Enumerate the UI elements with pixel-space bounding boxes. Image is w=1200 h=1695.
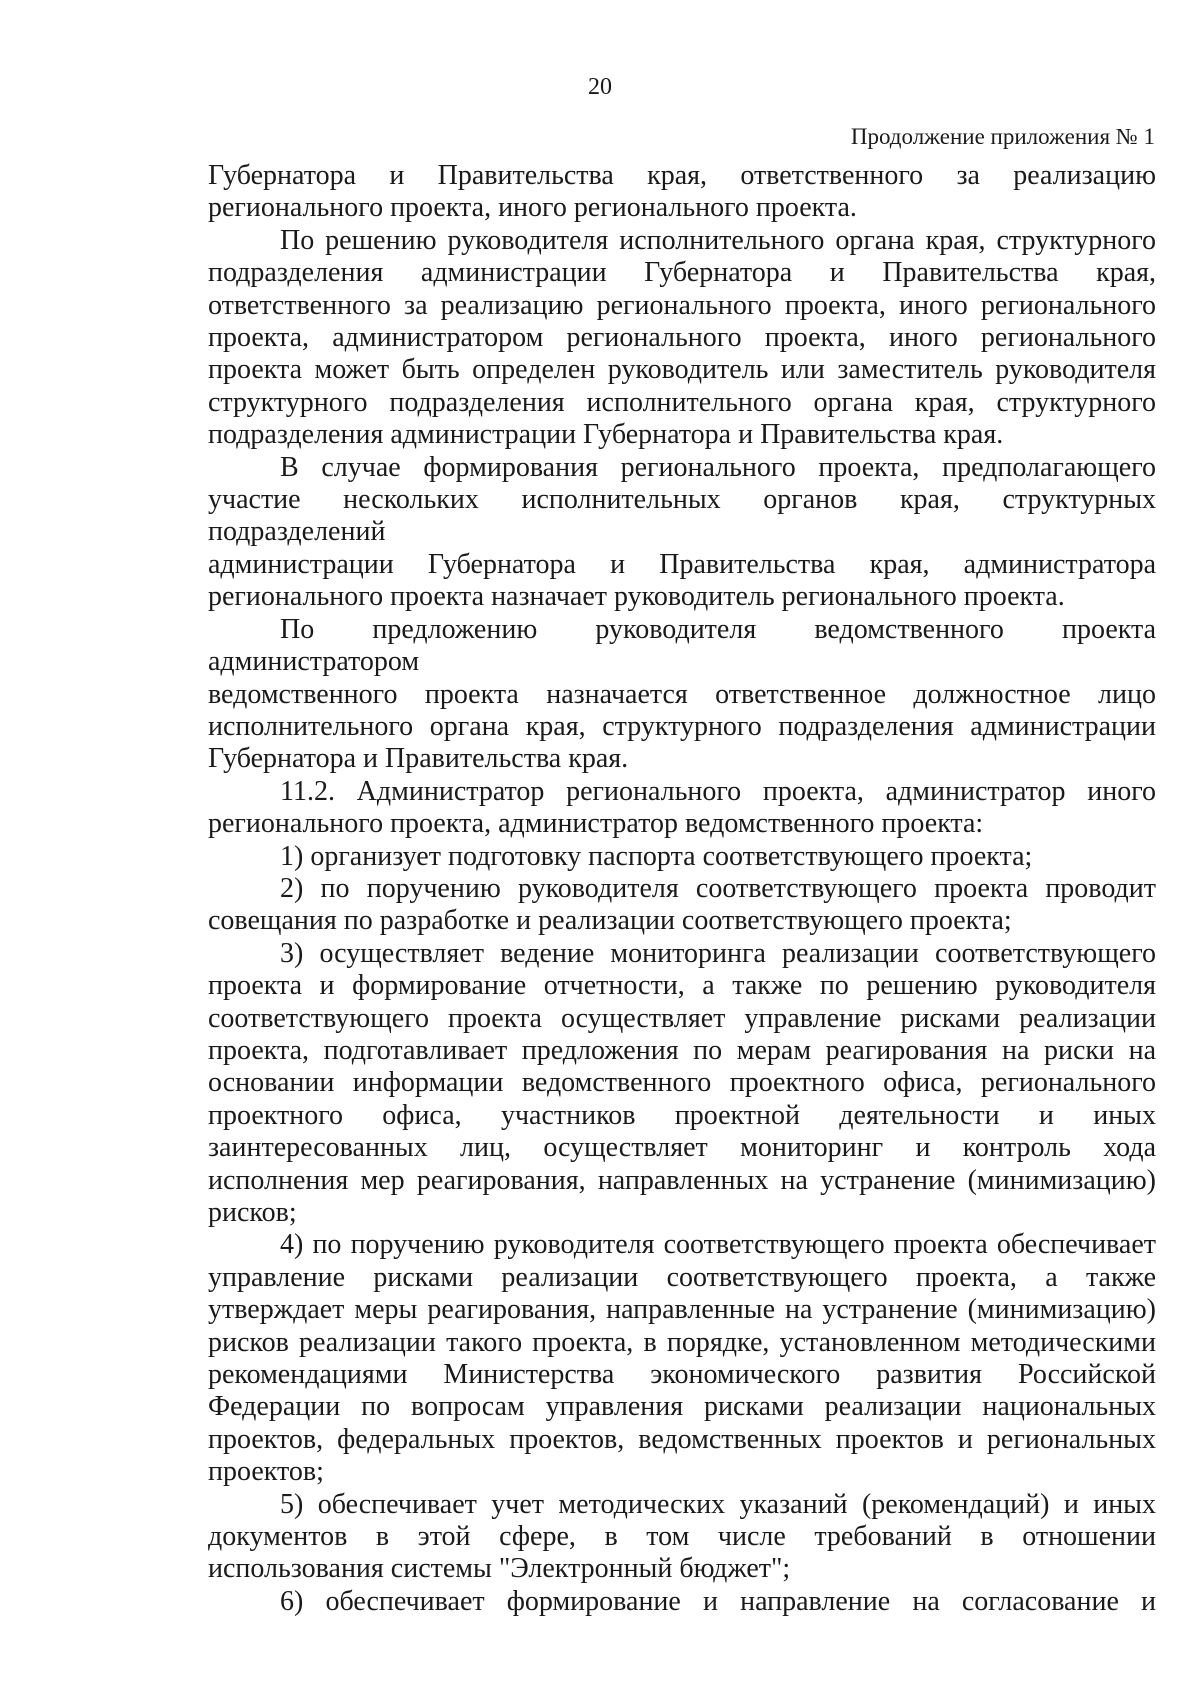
text-line: исполнительного органа края, структурного подразделения администрации	[208, 710, 1156, 742]
text-line: Федерации по вопросам управления рисками реализации национальных	[208, 1391, 1156, 1423]
text-line: структурного подразделения исполнительного органа края, структурного	[208, 386, 1156, 418]
text-line: совещания по разработке и реализации соответствующего проекта;	[208, 905, 1012, 937]
text-line: участие нескольких исполнительных органов края, структурных подразделений	[208, 484, 1156, 548]
text-line: проекта, подготавливает предложения по мерам реагирования на риски на	[208, 1034, 1156, 1066]
text-line: соответствующего проекта осуществляет управление рисками реализации	[208, 1002, 1156, 1034]
text-line: 11.2. Администратор регионального проекта, администратор иного	[280, 775, 1156, 807]
text-line: подразделения администрации Губернатора и Правительства края,	[208, 257, 1156, 289]
text-line: 1) организует подготовку паспорта соответствующего проекта;	[280, 840, 1033, 872]
text-line: основании информации ведомственного проектного офиса, регионального	[208, 1067, 1156, 1099]
text-line: ответственного за реализацию регионального проекта, иного регионального	[208, 289, 1156, 321]
text-line: управление рисками реализации соответствующего проекта, а также	[208, 1261, 1156, 1293]
text-line: проекта и формирование отчетности, а также по решению руководителя	[208, 970, 1156, 1002]
text-line: рекомендациями Министерства экономического развития Российской	[208, 1359, 1156, 1391]
header-note: Продолжение приложения № 1	[850, 124, 1155, 149]
text-line: проектов;	[208, 1456, 324, 1488]
text-line: регионального проекта назначает руководитель регионального проекта.	[208, 581, 1065, 613]
text-line: 5) обеспечивает учет методических указаний (рекомендаций) и иных	[280, 1488, 1156, 1520]
text-line: администрации Губернатора и Правительства края, администратора	[208, 548, 1156, 580]
body-text	[208, 160, 1156, 1618]
text-line: рисков;	[208, 1197, 297, 1228]
text-line: проектного офиса, участников проектной деятельности и иных	[208, 1099, 1156, 1131]
text-line: 2) по поручению руководителя соответствующего проекта проводит	[280, 872, 1156, 904]
text-line: проекта, администратором регионального проекта, иного регионального	[208, 322, 1156, 354]
text-line: проекта может быть определен руководитель или заместитель руководителя	[208, 354, 1156, 386]
text-line: исполнения мер реагирования, направленных на устранение (минимизацию)	[208, 1164, 1156, 1196]
text-line: Губернатора и Правительства края, ответственного за реализацию	[208, 160, 1156, 191]
page-number: 20	[588, 74, 612, 100]
text-line: регионального проекта, иного регионального проекта.	[208, 192, 857, 224]
text-line: документов в этой сфере, в том числе требований в отношении	[208, 1521, 1156, 1553]
text-line: 4) по поручению руководителя соответствующего проекта обеспечивает	[280, 1229, 1156, 1261]
text-line: проектов, федеральных проектов, ведомственных проектов и региональных	[208, 1423, 1156, 1455]
text-line: 3) осуществляет ведение мониторинга реализации соответствующего	[280, 937, 1156, 969]
text-line: рисков реализации такого проекта, в порядке, установленном методическими	[208, 1326, 1156, 1358]
text-line: По предложению руководителя ведомственного проекта администратором	[208, 613, 1156, 678]
text-line: регионального проекта, администратор ведомственного проекта:	[208, 808, 984, 840]
text-line: По решению руководителя исполнительного органа края, структурного	[280, 224, 1156, 256]
text-line: ведомственного проекта назначается ответственное должностное лицо	[208, 678, 1156, 710]
text-line: утверждает меры реагирования, направленные на устранение (минимизацию)	[208, 1294, 1156, 1326]
text-line: Губернатора и Правительства края.	[208, 743, 629, 775]
text-line: использования системы "Электронный бюджет";	[208, 1553, 791, 1585]
text-line: заинтересованных лиц, осуществляет мониторинг и контроль хода	[208, 1132, 1156, 1164]
text-line: 6) обеспечивает формирование и направление на согласование и	[280, 1585, 1156, 1617]
text-line: В случае формирования регионального проекта, предполагающего	[280, 451, 1156, 483]
text-line: подразделения администрации Губернатора и Правительства края.	[208, 419, 1004, 451]
